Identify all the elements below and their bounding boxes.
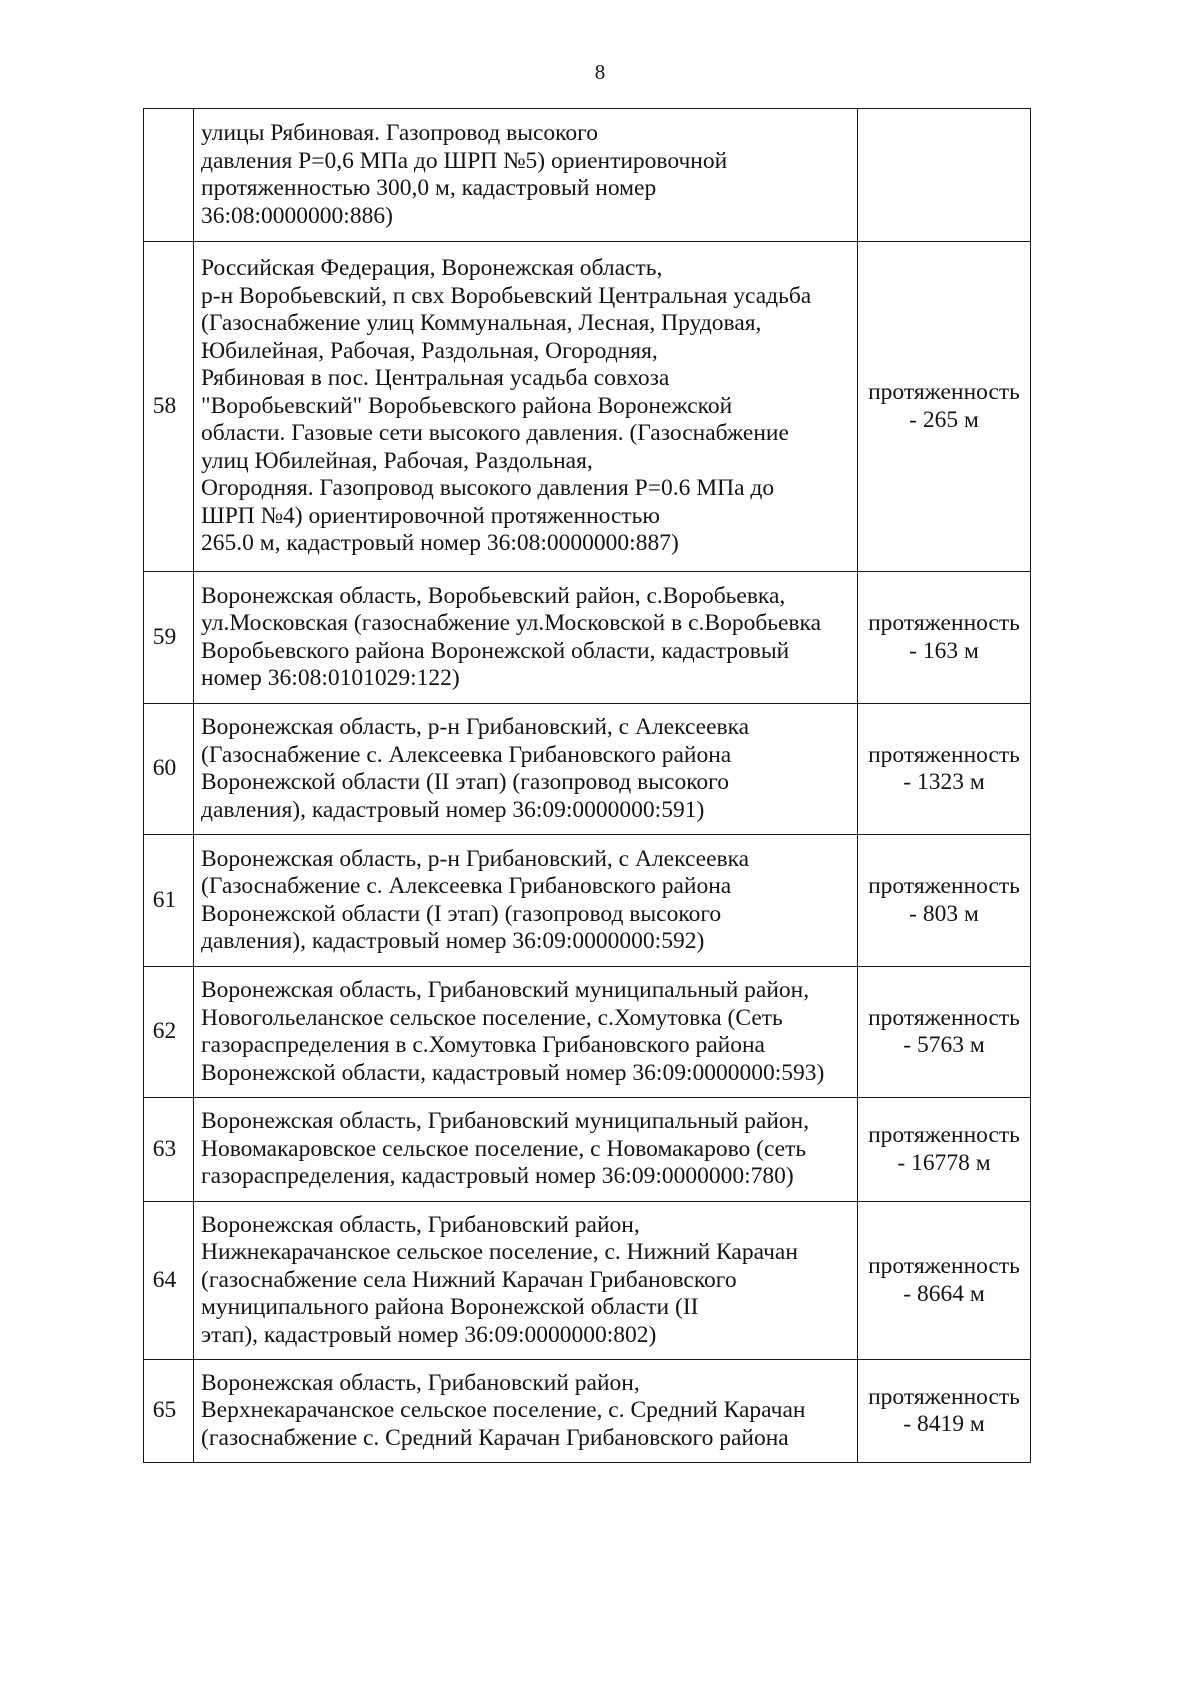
- extent-cell: протяженность - 803 м: [858, 835, 1031, 967]
- extent-cell: протяженность - 8419 м: [858, 1360, 1031, 1463]
- extent-cell: протяженность - 265 м: [858, 242, 1031, 572]
- row-number-cell: 59: [144, 572, 194, 704]
- description-cell: Воронежская область, Грибановский муниципальный район, Новогольеланское сельское поселение, с.Хомутовка (Сеть газораспределения в с.Хомутовка Грибановского района Воронежской области, кадастровый номер 36:09:0000000:593): [194, 967, 858, 1098]
- description-cell: улицы Рябиновая. Газопровод высокого давления Р=0,6 МПа до ШРП №5) ориентировочной протяженностью 300,0 м, кадастровый номер 36:08:0000000:886): [194, 109, 858, 242]
- row-number-cell: 63: [144, 1098, 194, 1202]
- table-row: [144, 1202, 1031, 1360]
- row-number-cell: 62: [144, 967, 194, 1098]
- table-row: [144, 967, 1031, 1098]
- extent-cell: протяженность - 1323 м: [858, 704, 1031, 835]
- extent-cell: [858, 109, 1031, 242]
- table-row: [144, 1360, 1031, 1463]
- extent-cell: протяженность - 16778 м: [858, 1098, 1031, 1202]
- description-cell: Воронежская область, р-н Грибановский, с Алексеевка (Газоснабжение с. Алексеевка Грибановского района Воронежской области (II этап) (газопровод высокого давления), кадастровый номер 36:09:0000000:591): [194, 704, 858, 835]
- table-row: [144, 242, 1031, 572]
- table-row: [144, 1098, 1031, 1202]
- page-number: 8: [594, 60, 606, 84]
- description-cell: Воронежская область, Грибановский муниципальный район, Новомакаровское сельское поселение, с Новомакарово (сеть газораспределения, кадастровый номер 36:09:0000000:780): [194, 1098, 858, 1202]
- description-cell: Воронежская область, Грибановский район, Верхнекарачанское сельское поселение, с. Средний Карачан (газоснабжение с. Средний Карачан Грибановского района: [194, 1360, 858, 1463]
- objects-table: [143, 108, 1031, 1463]
- extent-cell: протяженность - 8664 м: [858, 1202, 1031, 1360]
- description-cell: Воронежская область, Грибановский район, Нижнекарачанское сельское поселение, с. Нижний Карачан (газоснабжение села Нижний Карачан Грибановского муниципального района Воронежской области (II этап), кадастровый номер 36:09:0000000:802): [194, 1202, 858, 1360]
- extent-cell: протяженность - 5763 м: [858, 967, 1031, 1098]
- table-row: [144, 835, 1031, 967]
- description-cell: Воронежская область, р-н Грибановский, с Алексеевка (Газоснабжение с. Алексеевка Грибановского района Воронежской области (I этап) (газопровод высокого давления), кадастровый номер 36:09:0000000:592): [194, 835, 858, 967]
- row-number-cell: 64: [144, 1202, 194, 1360]
- row-number-cell: 60: [144, 704, 194, 835]
- row-number-cell: 65: [144, 1360, 194, 1463]
- table-row: [144, 572, 1031, 704]
- row-number-cell: [144, 109, 194, 242]
- description-cell: Российская Федерация, Воронежская область, р-н Воробьевский, п свх Воробьевский Центральная усадьба (Газоснабжение улиц Коммунальная, Лесная, Прудовая, Юбилейная, Рабочая, Раздольная, Огородняя, Рябиновая в пос. Центральная усадьба совхоза "Воробьевский" Воробьевского района Воронежской области. Газовые сети высокого давления. (Газоснабжение улиц Юбилейная, Рабочая, Раздольная, Огородняя. Газопровод высокого давления Р=0.6 МПа до ШРП №4) ориентировочной протяженностью 265.0 м, кадастровый номер 36:08:0000000:887): [194, 242, 858, 572]
- extent-cell: протяженность - 163 м: [858, 572, 1031, 704]
- description-cell: Воронежская область, Воробьевский район, с.Воробьевка, ул.Московская (газоснабжение ул.Московской в с.Воробьевка Воробьевского района Воронежской области, кадастровый номер 36:08:0101029:122): [194, 572, 858, 704]
- row-number-cell: 61: [144, 835, 194, 967]
- row-number-cell: 58: [144, 242, 194, 572]
- table-row: [144, 704, 1031, 835]
- table-row: [144, 109, 1031, 242]
